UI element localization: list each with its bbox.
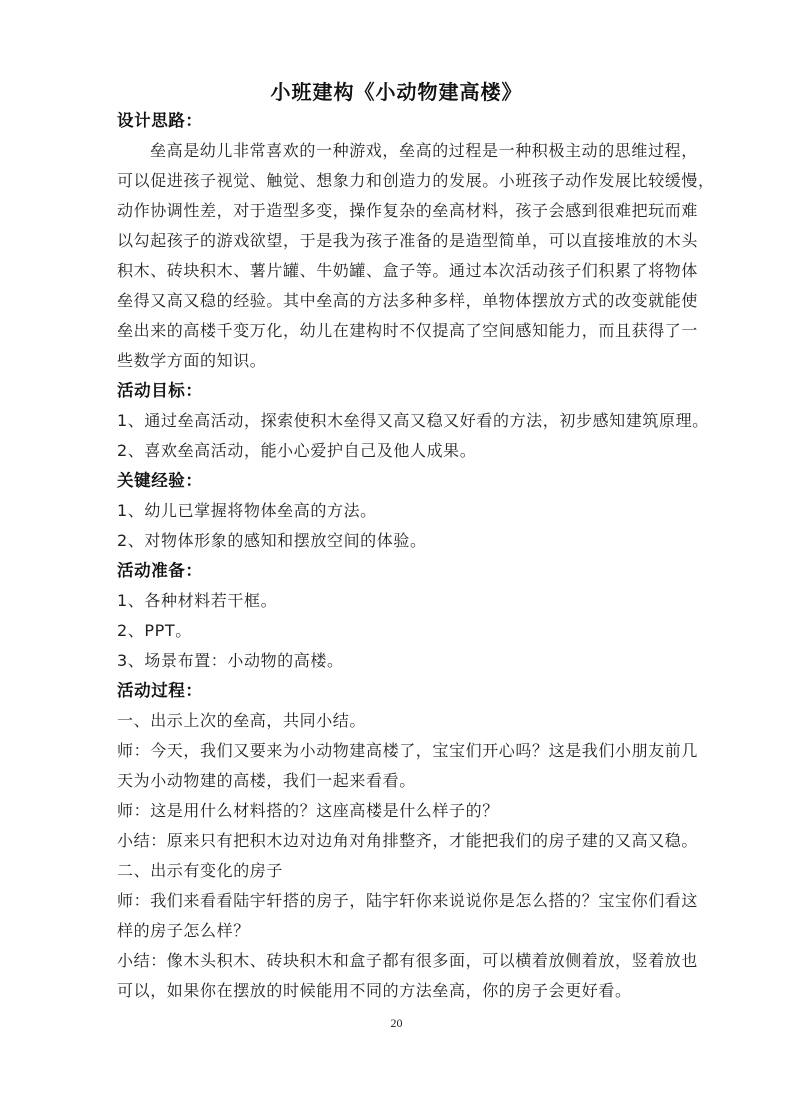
paragraph-line: 垒出来的高楼千变万化，幼儿在建构时不仅提高了空间感知能力，而且获得了一: [117, 321, 699, 340]
summary-line: 可以，如果你在摆放的时候能用不同的方法垒高，你的房子会更好看。: [117, 981, 632, 1000]
paragraph-line: 垒得又高又稳的经验。其中垒高的方法多种多样，单物体摆放方式的改变就能使: [117, 291, 699, 310]
step-heading: 二、出示有变化的房子: [117, 861, 284, 880]
paragraph-line: 以勾起孩子的游戏欲望，于是我为孩子准备的是造型简单，可以直接堆放的木头: [117, 231, 699, 250]
dialogue-line: 师：我们来看看陆宇轩搭的房子，陆宇轩你来说说你是怎么搭的？宝宝你们看这: [117, 891, 699, 910]
dialogue-line: 天为小动物建的高楼，我们一起来看看。: [117, 771, 416, 790]
section-heading-process: 活动过程：: [117, 681, 203, 700]
paragraph-line: 积木、砖块积木、薯片罐、牛奶罐、盒子等。通过本次活动孩子们积累了将物体: [117, 261, 699, 280]
section-heading-goals: 活动目标：: [117, 381, 203, 400]
paragraph-line: 动作协调性差，对于造型多变，操作复杂的垒高材料，孩子会感到很难把玩而难: [117, 201, 699, 220]
section-heading-key-experience: 关键经验：: [117, 471, 203, 490]
dialogue-line: 师：这是用什么材料搭的？这座高楼是什么样子的？: [117, 801, 499, 820]
list-item: 1、各种材料若干框。: [117, 591, 278, 610]
dialogue-line: 样的房子怎么样？: [117, 921, 250, 940]
document-body: [117, 106, 715, 1006]
section-heading-design-idea: 设计思路：: [117, 111, 203, 130]
paragraph-line: 可以促进孩子视觉、触觉、想象力和创造力的发展。小班孩子动作发展比较缓慢，: [117, 171, 715, 190]
paragraph-line: 垒高是幼儿非常喜欢的一种游戏，垒高的过程是一种积极主动的思维过程，: [150, 141, 698, 160]
paragraph-line: 些数学方面的知识。: [117, 351, 267, 370]
list-item: 2、对物体形象的感知和摆放空间的体验。: [117, 531, 427, 550]
dialogue-line: 师：今天，我们又要来为小动物建高楼了，宝宝们开心吗？这是我们小朋友前几: [117, 741, 699, 760]
step-heading: 一、出示上次的垒高，共同小结。: [117, 711, 367, 730]
list-item: 2、喜欢垒高活动，能小心爱护自己及他人成果。: [117, 441, 477, 460]
summary-line: 小结：像木头积木、砖块积木和盒子都有很多面，可以横着放侧着放，竖着放也: [117, 951, 699, 970]
list-item: 1、通过垒高活动，探索使积木垒得又高又稳又好看的方法，初步感知建筑原理。: [117, 411, 709, 430]
list-item: 2、PPT。: [117, 621, 192, 640]
summary-line: 小结：原来只有把积木边对边角对角排整齐，才能把我们的房子建的又高又稳。: [117, 831, 699, 850]
list-item: 3、场景布置：小动物的高楼。: [117, 651, 344, 670]
section-heading-preparation: 活动准备：: [117, 561, 203, 580]
page-number: 20: [390, 1016, 403, 1030]
list-item: 1、幼儿已掌握将物体垒高的方法。: [117, 501, 377, 520]
document-title: 小班建构《小动物建高楼》: [270, 80, 523, 104]
